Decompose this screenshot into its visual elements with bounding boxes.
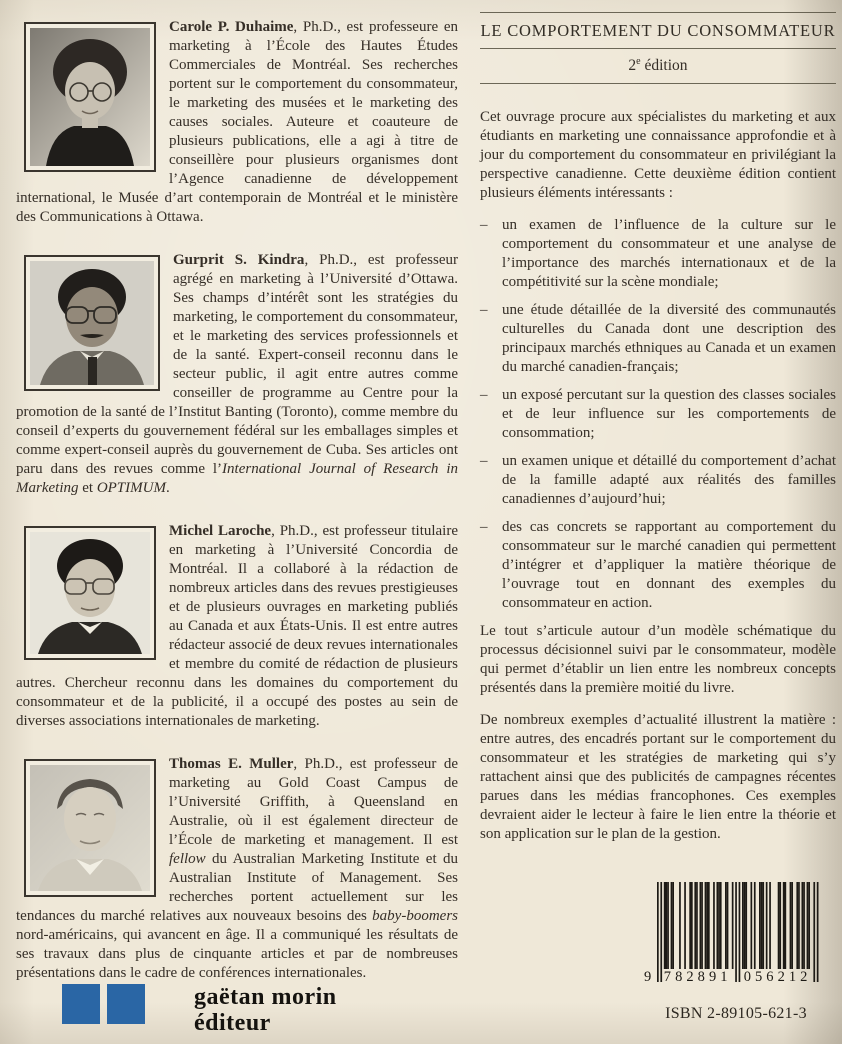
portrait-man-glasses-jacket [30, 532, 150, 654]
author-bio-muller [16, 755, 458, 983]
bullet-text: un examen unique et détaillé du comportement d’achat de la famille adapté aux réalités des familles canadiennes d’aujourd’hui; [502, 453, 836, 508]
barcode [638, 882, 834, 1023]
rule-bottom [480, 83, 836, 84]
bullet-dash: – [480, 387, 488, 404]
edition-superscript: e [636, 56, 641, 67]
book-title: LE COMPORTEMENT DU CONSOMMATEUR [480, 21, 836, 40]
rule-middle [480, 48, 836, 49]
bullet-dash: – [480, 217, 488, 234]
publisher-name-line1: gaëtan morin [194, 984, 337, 1010]
author-photo-muller [24, 759, 156, 897]
edition-label [480, 49, 836, 83]
intro-paragraph: Cet ouvrage procure aux spécialistes du marketing et aux étudiants en marketing une connaissance approfondie et à jour du comportement du consommateur en privilégiant la perspective canadienne. Cette deuxième édition contient plusieurs éléments intéressants : [480, 109, 836, 202]
author-photo-kindra [24, 255, 160, 391]
feature-bullet [480, 386, 836, 443]
feature-bullet [480, 301, 836, 377]
bullet-dash: – [480, 453, 488, 470]
author-bio-text: Gurprit S. Kindra, Ph.D., est professeur agrégé en marketing à l’Université d’Ottawa. Ses champs d’intérêt sont les stratégies du marketing, le comportement du consommateur, et le marketing des services professionnels et de la santé. Expert-conseil reconnu dans le secteur public, il agit entre autres comme conseiller de programme au Centre pour la promotion de la santé de l’Institut Banting (Toronto), comme membre du conseil d’experts du gouvernement fédéral sur les emballages simples et comme expert-conseil auprès du gouvernement de Cuba. Ses articles ont paru dans des revues comme l’International Journal of Research in Marketing et OPTIMUM. [16, 252, 458, 496]
feature-bullet [480, 216, 836, 292]
author-photo-laroche [24, 526, 156, 660]
feature-list [480, 216, 836, 613]
portrait-man-suit-mustache [30, 261, 154, 385]
author-bio-kindra [16, 251, 458, 498]
edition-number: 2 [628, 57, 637, 75]
svg-text:782891: 782891 [663, 969, 728, 985]
ean13-barcode-icon [643, 882, 829, 986]
bullet-dash: – [480, 302, 488, 319]
description-column [480, 12, 836, 857]
author-bio-text: Thomas E. Muller, Ph.D., est professeur de marketing au Gold Coast Campus de l’Université Griffith, à Queensland en Australie, où il est également directeur de l’École de marketing et management. Il est fellow du Australian Marketing Institute et du Australian Institute of Management. Ses recherches portent actuellement sur les tendances du marché relatives aux nouveaux besoins des baby-boomers nord-américains, qui avancent en âge. Il a communiqué les résultats de ses travaux dans plus de cinquante articles et par de nombreuses présentations dans le cadre de conférences internationales. [16, 756, 458, 981]
feature-bullet [480, 452, 836, 509]
title-box [480, 12, 836, 84]
bullet-text: un exposé percutant sur la question des classes sociales et de leur influence sur les comportements de consommation; [502, 387, 836, 442]
bullet-text: des cas concrets se rapportant au comportement du consommateur sur le marché canadien qui permettent d’intégrer et d’appliquer la matière théorique de l’ouvrage tout en donnant des exemples du consommateur en action. [502, 519, 836, 612]
portrait-man-balding [30, 765, 150, 891]
portrait-woman-glasses [30, 28, 150, 166]
author-bio-text: Carole P. Duhaime, Ph.D., est professeure en marketing à l’École des Hautes Études Commerciales de Montréal. Ses recherches portent sur le comportement du consommateur, le marketing des musées et le marketing des causes sociales. Auteure et coauteure de plusieurs publications, elle a agi à titre de conseillère pour plusieurs organismes dont l’Agence canadienne de développement international, le Musée d’art contemporain de Montréal et le ministère des Communications à Ottawa. [16, 19, 458, 225]
edition-word: édition [640, 57, 688, 75]
author-bio-duhaime [16, 18, 458, 227]
author-bio-text: Michel Laroche, Ph.D., est professeur titulaire en marketing à l’Université Concordia de Montréal. Il a collaboré à la rédaction de nombreux articles dans des revues prestigieuses et de plusieurs ouvrages en marketing publiés au Canada et aux États-Unis. Il est entre autres rédacteur associé de deux revues internationales et membre du comité de rédaction de plusieurs autres. Chercheur reconnu dans les domaines du comportement du consommateur et de la publicité, il a occupé des postes au sein de diverses associations internationales de marketing. [16, 523, 459, 729]
author-photo-duhaime [24, 22, 156, 172]
isbn-label: ISBN 2-89105-621-3 [665, 1005, 807, 1022]
model-paragraph: Le tout s’articule autour d’un modèle schématique du processus décisionnel suivi par le consommateur, modèle qui permet d’établir un lien entre les nombreux concepts présentés dans la première moitié du livre. [480, 623, 836, 697]
bullet-text: une étude détaillée de la diversité des communautés culturelles du Canada dont une description des principaux marchés ethniques au Canada et un examen du marché canadien-français; [502, 302, 836, 376]
svg-text:056212: 056212 [743, 969, 808, 985]
publisher-name [194, 984, 337, 1036]
author-bio-laroche [16, 522, 458, 731]
logo-square-icon [107, 984, 145, 1024]
examples-paragraph: De nombreux exemples d’actualité illustrent la matière : entre autres, des encadrés portant sur le comportement du consommateur et les stratégies de marketing qui s’y rattachent ainsi que des publicités de campagnes récentes parues dans les médias francophones. Ces exemples devraient aider le lecteur à faire le lien entre la théorie et son application sur le plan de la gestion. [480, 712, 836, 843]
authors-column [16, 10, 458, 983]
publisher-logo [62, 984, 337, 1036]
logo-square-icon [62, 984, 100, 1024]
publisher-name-line2: éditeur [194, 1010, 271, 1036]
svg-text:9: 9 [644, 969, 652, 985]
bullet-text: un examen de l’influence de la culture sur le comportement du consommateur et une analyse de l’importance des marchés internationaux et de la compétitivité sur la scène mondiale; [502, 217, 836, 291]
bullet-dash: – [480, 519, 488, 536]
rule-top [480, 12, 836, 13]
feature-bullet [480, 518, 836, 613]
